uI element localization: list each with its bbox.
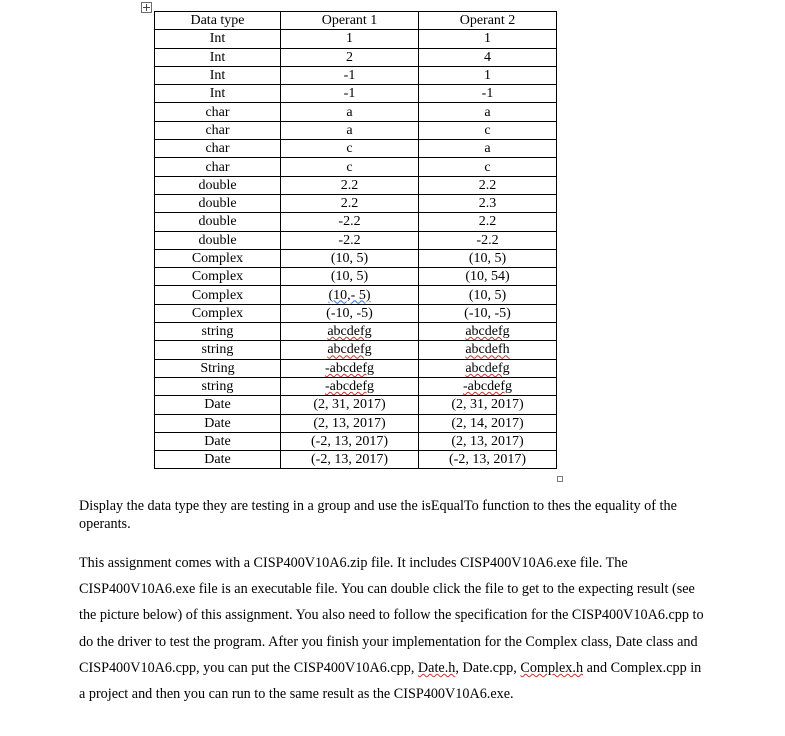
- table-row: [155, 249, 557, 267]
- table-row: [155, 231, 557, 249]
- table-row: [155, 85, 557, 103]
- cell-operant-1: (2, 31, 2017): [281, 396, 419, 414]
- cell-operant-2: a: [419, 103, 557, 121]
- table-row: [155, 194, 557, 212]
- table-resize-handle[interactable]: [557, 476, 563, 482]
- table-move-handle[interactable]: [141, 2, 152, 13]
- cell-operant-1: (-10, -5): [281, 304, 419, 322]
- cell-operant-1: 2.2: [281, 194, 419, 212]
- table-row: [155, 176, 557, 194]
- cell-data-type: char: [155, 121, 281, 139]
- table-row: [155, 323, 557, 341]
- cell-operant-1: -2.2: [281, 231, 419, 249]
- table-row: [155, 377, 557, 395]
- assignment-text-part1: This assignment comes with a CISP400V10A6.zip file. It includes CISP400V10A6.exe file. The CISP400V10A6.exe file is an executable file. You can double click the file to get to the expecting result (see the picture below) of this assignment. You also need to follow the specification for the CISP400V10A6.cpp to do the driver to test the program. After you finish your implementation for the Complex class, Date class and CISP400V10A6.cpp, you can put the CISP400V10A6.cpp,: [79, 555, 704, 676]
- table-row: [155, 158, 557, 176]
- cell-operant-1: (10,- 5): [281, 286, 419, 304]
- table-row: [155, 30, 557, 48]
- cell-operant-1: 2: [281, 48, 419, 66]
- table-row: [155, 432, 557, 450]
- table-row: [155, 66, 557, 84]
- table-row: [155, 396, 557, 414]
- cell-operant-1: (-2, 13, 2017): [281, 432, 419, 450]
- cell-data-type: string: [155, 323, 281, 341]
- cell-operant-2: abcdefh: [419, 341, 557, 359]
- table-row: [155, 359, 557, 377]
- cell-data-type: Complex: [155, 286, 281, 304]
- cell-operant-2: (2, 31, 2017): [419, 396, 557, 414]
- cell-data-type: char: [155, 158, 281, 176]
- cell-operant-2: (-10, -5): [419, 304, 557, 322]
- cell-operant-1: (-2, 13, 2017): [281, 451, 419, 469]
- header-operant-2: Operant 2: [419, 12, 557, 30]
- cell-operant-2: -abcdefg: [419, 377, 557, 395]
- cell-operant-1: -abcdefg: [281, 377, 419, 395]
- cell-data-type: Date: [155, 451, 281, 469]
- cell-data-type: string: [155, 341, 281, 359]
- cell-data-type: double: [155, 213, 281, 231]
- cell-data-type: double: [155, 194, 281, 212]
- cell-operant-1: -1: [281, 66, 419, 84]
- cell-operant-2: 1: [419, 66, 557, 84]
- cell-operant-2: 4: [419, 48, 557, 66]
- cell-operant-2: (10, 5): [419, 286, 557, 304]
- table-row: [155, 451, 557, 469]
- cell-operant-1: c: [281, 140, 419, 158]
- table-row: [155, 304, 557, 322]
- instruction-paragraph: Display the data type they are testing in a group and use the isEqualTo function to thes the equality of the operants.: [79, 498, 677, 532]
- cell-operant-2: 2.2: [419, 176, 557, 194]
- cell-data-type: char: [155, 140, 281, 158]
- cell-operant-2: 2.2: [419, 213, 557, 231]
- table-row: [155, 103, 557, 121]
- cell-operant-2: -2.2: [419, 231, 557, 249]
- table-row: [155, 213, 557, 231]
- cell-data-type: String: [155, 359, 281, 377]
- cell-operant-1: (2, 13, 2017): [281, 414, 419, 432]
- cell-operant-2: (2, 14, 2017): [419, 414, 557, 432]
- cell-operant-2: abcdefg: [419, 323, 557, 341]
- cell-operant-2: c: [419, 121, 557, 139]
- cell-data-type: Date: [155, 432, 281, 450]
- cell-operant-2: 1: [419, 30, 557, 48]
- complex-h-filename: Complex.h: [520, 659, 584, 676]
- cell-data-type: double: [155, 176, 281, 194]
- cell-operant-1: abcdefg: [281, 341, 419, 359]
- cell-operant-2: (10, 5): [419, 249, 557, 267]
- cell-operant-2: (10, 54): [419, 268, 557, 286]
- cell-operant-2: -1: [419, 85, 557, 103]
- cell-operant-2: abcdefg: [419, 359, 557, 377]
- cell-operant-1: a: [281, 103, 419, 121]
- cell-data-type: char: [155, 103, 281, 121]
- cell-data-type: Int: [155, 30, 281, 48]
- cell-operant-1: c: [281, 158, 419, 176]
- cell-operant-1: -2.2: [281, 213, 419, 231]
- cell-operant-1: (10, 5): [281, 249, 419, 267]
- cell-operant-1: abcdefg: [281, 323, 419, 341]
- cell-operant-1: 2.2: [281, 176, 419, 194]
- cell-operant-2: (-2, 13, 2017): [419, 451, 557, 469]
- table-body: [155, 30, 557, 469]
- cell-operant-1: -abcdefg: [281, 359, 419, 377]
- table-row: [155, 268, 557, 286]
- cell-data-type: Date: [155, 414, 281, 432]
- cell-operant-1: 1: [281, 30, 419, 48]
- date-h-filename: Date.h: [417, 659, 456, 676]
- assignment-text-part3: and Complex.cpp in a project and then you can run to the same result as the CISP400V10A6.exe.: [79, 659, 702, 703]
- cell-data-type: Date: [155, 396, 281, 414]
- cell-operant-2: c: [419, 158, 557, 176]
- cell-operant-2: a: [419, 140, 557, 158]
- table-row: [155, 341, 557, 359]
- cell-operant-2: (2, 13, 2017): [419, 432, 557, 450]
- assignment-paragraph: [79, 550, 704, 707]
- cell-data-type: Complex: [155, 249, 281, 267]
- cell-operant-2: 2.3: [419, 194, 557, 212]
- table-row: [155, 286, 557, 304]
- data-table: [154, 11, 557, 469]
- cell-data-type: Int: [155, 66, 281, 84]
- cell-data-type: Int: [155, 85, 281, 103]
- table-row: [155, 140, 557, 158]
- cell-data-type: Complex: [155, 304, 281, 322]
- header-data-type: Data type: [155, 12, 281, 30]
- cell-data-type: double: [155, 231, 281, 249]
- header-operant-1: Operant 1: [281, 12, 419, 30]
- cell-operant-1: a: [281, 121, 419, 139]
- table-row: [155, 121, 557, 139]
- cell-operant-1: -1: [281, 85, 419, 103]
- cell-data-type: Int: [155, 48, 281, 66]
- table-row: [155, 48, 557, 66]
- cell-data-type: Complex: [155, 268, 281, 286]
- assignment-text-part2: , Date.cpp,: [455, 659, 521, 676]
- table-row: [155, 414, 557, 432]
- cell-data-type: string: [155, 377, 281, 395]
- table-header-row: [155, 12, 557, 30]
- cell-operant-1: (10, 5): [281, 268, 419, 286]
